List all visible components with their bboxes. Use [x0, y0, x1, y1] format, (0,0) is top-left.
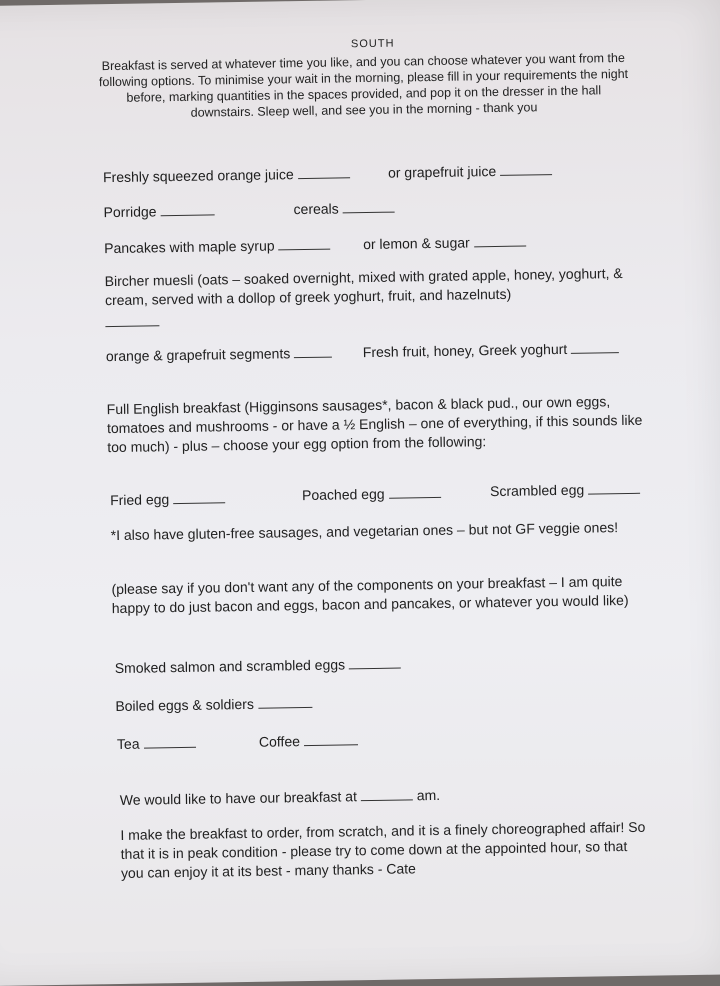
grapefruit-juice-label: or grapefruit juice: [387, 162, 497, 181]
lemon-sugar-label: or lemon & sugar: [363, 234, 470, 253]
lemon-sugar-item: [363, 234, 526, 253]
breakfast-time-suffix: am.: [416, 786, 441, 804]
cereals-label: cereals: [293, 200, 339, 218]
tea-blank[interactable]: [143, 735, 195, 749]
breakfast-time-blank[interactable]: [361, 787, 413, 801]
poached-egg-label: Poached egg: [301, 485, 385, 504]
smoked-salmon-blank[interactable]: [349, 656, 401, 670]
poached-egg-item: [302, 485, 441, 503]
pancakes-label: Pancakes with maple syrup: [104, 237, 275, 257]
page-title: SOUTH: [350, 37, 395, 51]
smoked-salmon-label: Smoked salmon and scrambled eggs: [114, 656, 346, 677]
grapefruit-juice-item: [388, 162, 552, 181]
orange-juice-label: Freshly squeezed orange juice: [102, 166, 294, 186]
scrambled-egg-item: [490, 481, 640, 499]
poached-egg-blank[interactable]: [388, 485, 440, 499]
coffee-blank[interactable]: [304, 732, 358, 746]
smoked-salmon-item: [115, 656, 402, 676]
closing-note: I make the breakfast to order, from scratch, and it is a finely choreographed affair! So that it is in peak condition - please try to come down at the appointed hour, so that you can enjoy it at its best - many thanks - Cate: [120, 818, 646, 881]
orange-juice-item: [103, 165, 350, 185]
segments-blank[interactable]: [294, 345, 332, 359]
fresh-fruit-label: Fresh fruit, honey, Greek yoghurt: [362, 340, 568, 361]
breakfast-time-label: We would like to have our breakfast at: [119, 788, 358, 808]
orange-juice-blank[interactable]: [298, 165, 350, 179]
fresh-fruit-blank[interactable]: [571, 340, 619, 354]
grapefruit-juice-blank[interactable]: [500, 162, 552, 176]
porridge-blank[interactable]: [160, 202, 214, 216]
tea-label: Tea: [116, 735, 140, 753]
boiled-eggs-item: [115, 695, 312, 714]
bircher-blank[interactable]: [105, 313, 159, 327]
fried-egg-blank[interactable]: [173, 490, 225, 504]
coffee-label: Coffee: [258, 733, 301, 750]
bircher-blank-row: [105, 313, 159, 332]
full-english-item: Full English breakfast (Higginsons sausages*, bacon & black pud., our own eggs, tomatoes and mushrooms - or have a ½ English – one of everything, if this sounds like too much) - plus – choose your egg option from the following:: [106, 393, 643, 456]
pancakes-blank[interactable]: [278, 237, 330, 251]
segments-item: [106, 345, 333, 365]
breakfast-time-item: [120, 787, 441, 808]
gluten-note: *I also have gluten-free sausages, and vegetarian ones – but not GF veggie ones!: [110, 519, 619, 544]
bircher-item: Bircher muesli (oats – soaked overnight, mixed with grated apple, honey, yoghurt, & cream, served with a dollop of greek yoghurt, fruit, and hazelnuts): [104, 265, 623, 309]
cereals-blank[interactable]: [343, 200, 395, 214]
fried-egg-label: Fried egg: [110, 491, 170, 509]
porridge-item: [103, 202, 214, 220]
scrambled-egg-blank[interactable]: [588, 481, 640, 495]
lemon-sugar-blank[interactable]: [474, 234, 526, 248]
cereals-item: [293, 200, 394, 218]
segments-label: orange & grapefruit segments: [105, 345, 291, 365]
fresh-fruit-item: [363, 340, 620, 360]
scrambled-egg-label: Scrambled egg: [489, 481, 585, 500]
components-note: (please say if you don't want any of the components on your breakfast – I am quite happy to do just bacon and eggs, bacon and pancakes, or whatever you would like): [111, 573, 629, 617]
coffee-item: [259, 732, 358, 750]
boiled-eggs-blank[interactable]: [258, 695, 312, 709]
porridge-label: Porridge: [103, 203, 157, 221]
intro-paragraph: Breakfast is served at whatever time you like, and you can choose whatever you want from the following options. To minimise your wait in the morning, please fill in your requirements the night before, marking quantities in the spaces provided, and pop it on the dresser in the hall downstairs. Sleep well, and see you in the morning - thank you: [98, 50, 629, 120]
pancakes-item: [104, 237, 331, 257]
tea-item: [117, 735, 196, 752]
boiled-eggs-label: Boiled eggs & soldiers: [115, 695, 255, 715]
fried-egg-item: [110, 490, 225, 508]
